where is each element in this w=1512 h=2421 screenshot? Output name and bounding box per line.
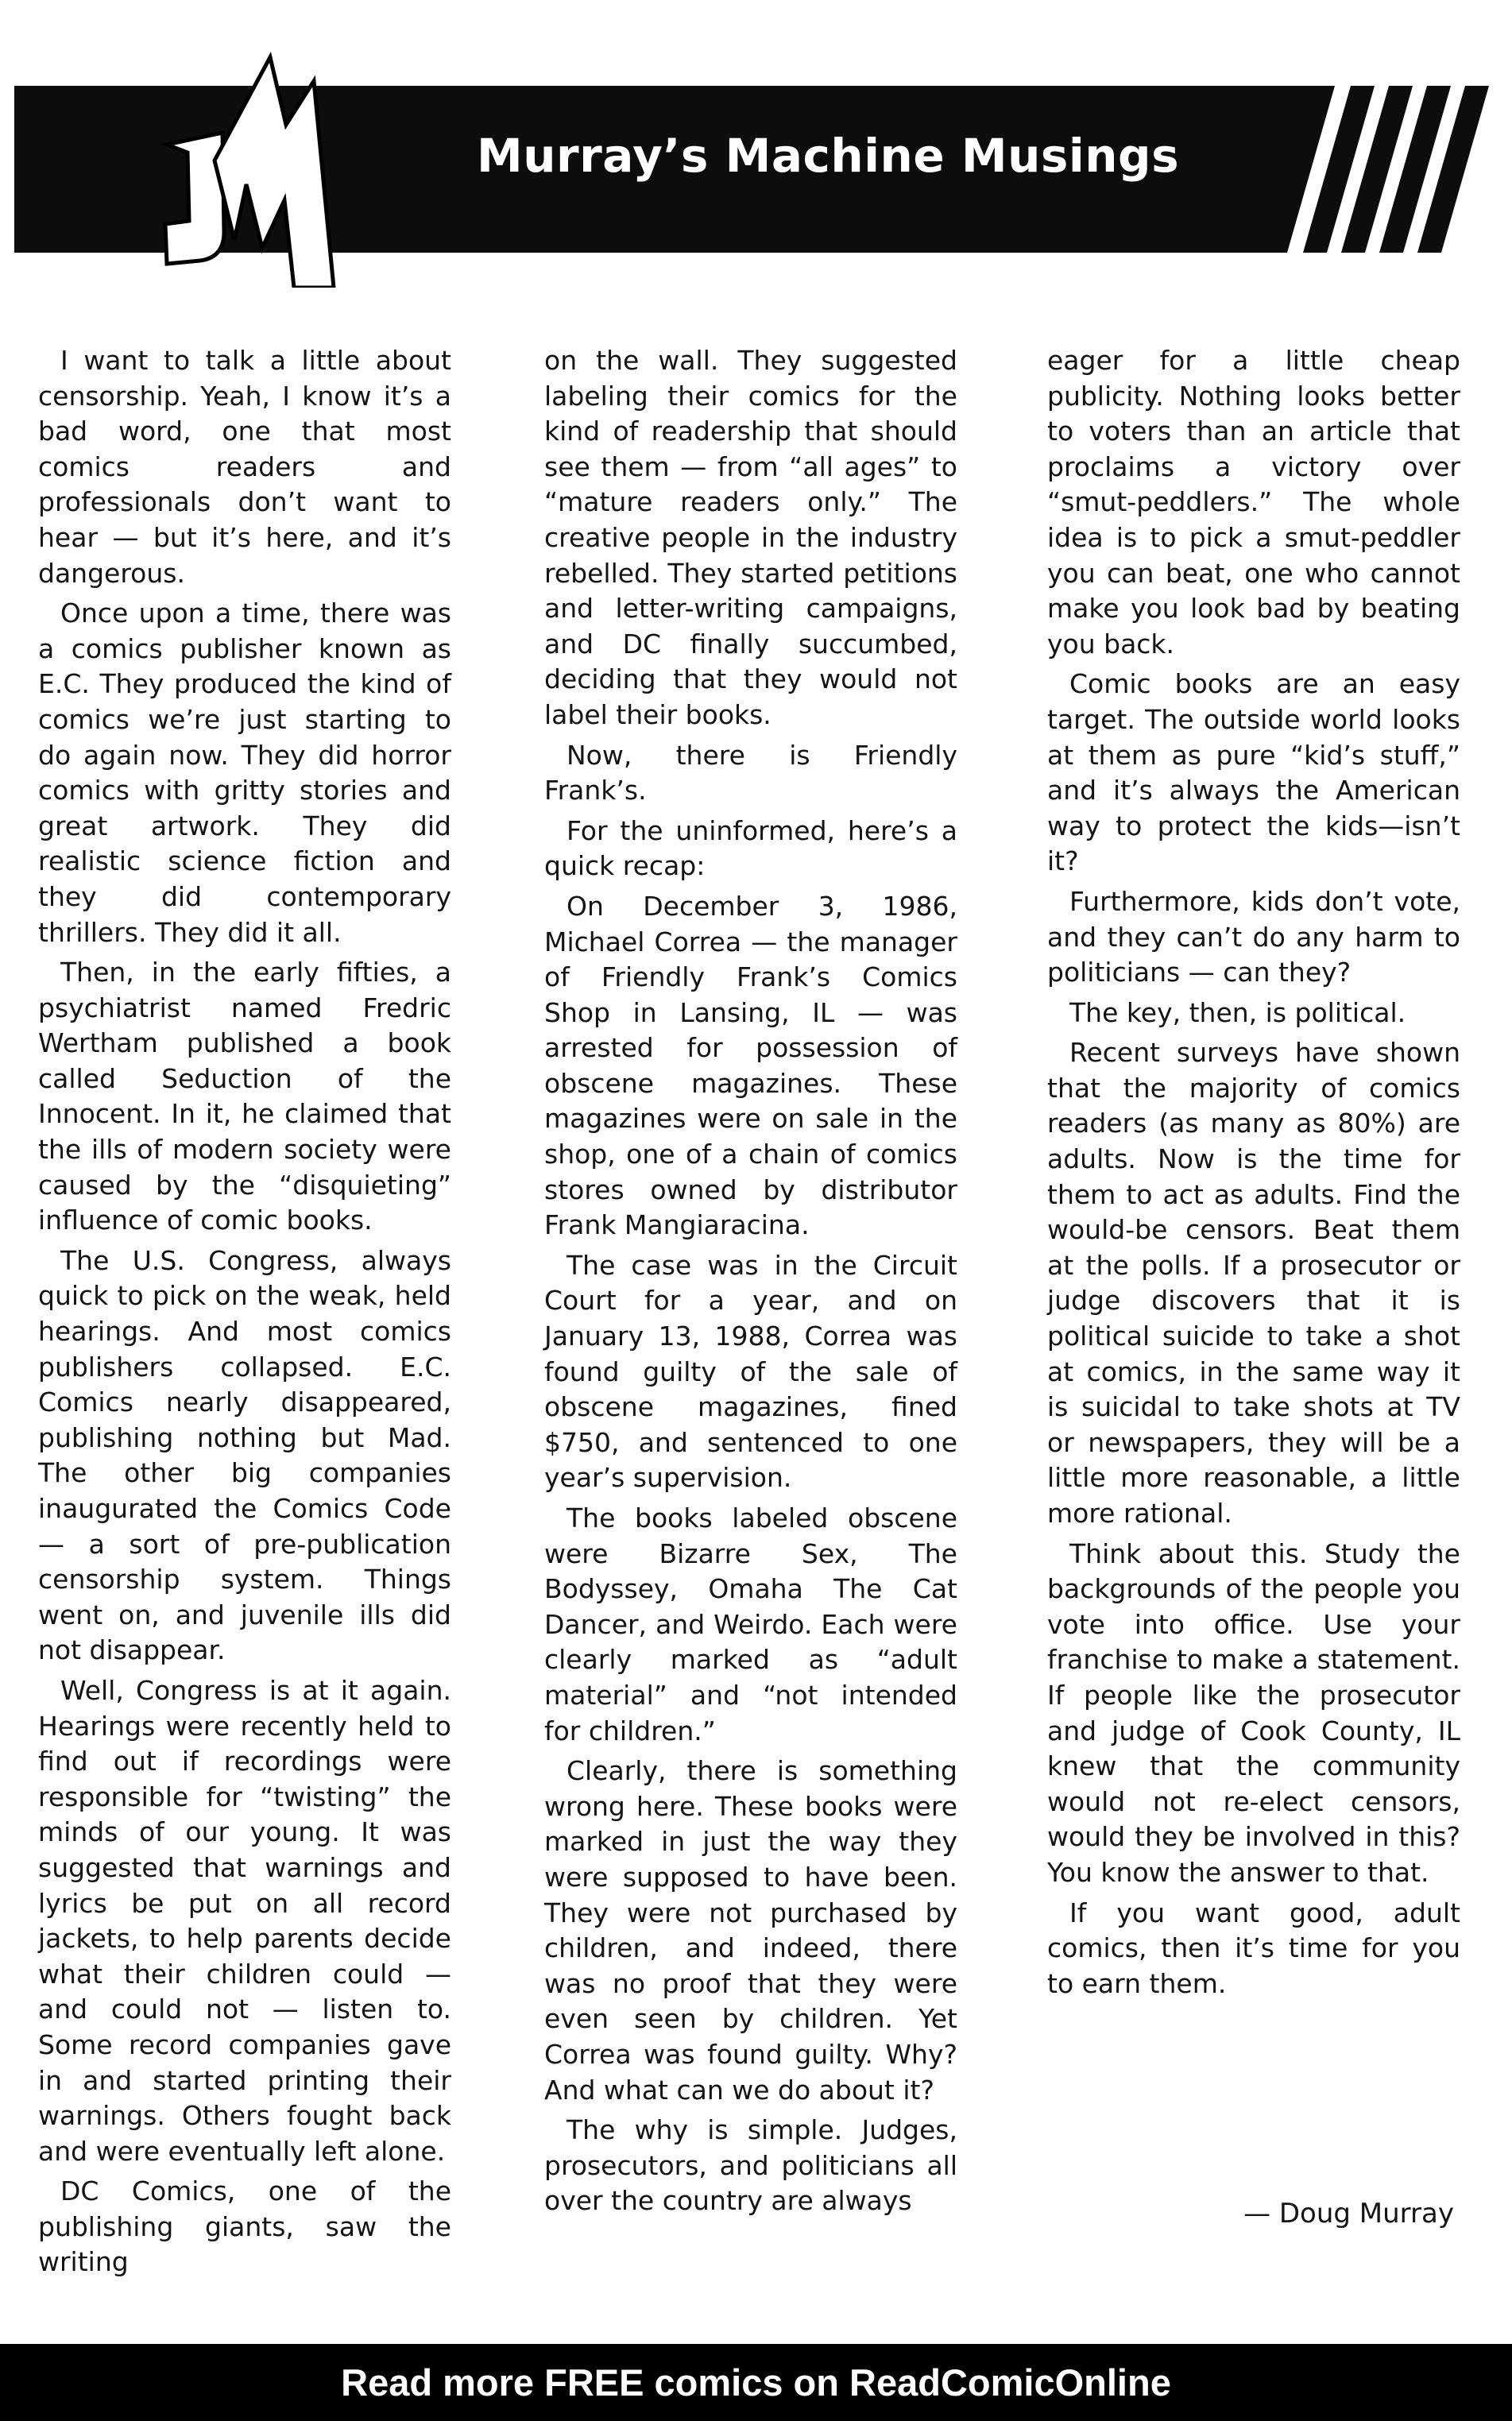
paragraph: The key, then, is political. [1069, 996, 1406, 1028]
paragraph: The U.S. Congress, always quick to pick on the weak, held hearings. And most comics publishers collapsed. E.C. Comics nearly disappeared, publishing nothing but Mad. The other big companies inaugurated the Comics Code — a sort of pre-publication censorship system. Things went on, and juvenile ills did not disappear. [38, 1244, 451, 1666]
paragraph: Clearly, there is something wrong here. These books were marked in just the way they were supposed to have been. They were not purchased by children, and indeed, there was no proof that they were even seen by children. Yet Correa was found guilty. Why? And what can we do about it? [544, 1755, 957, 2106]
author-signature: — Doug Murray [1243, 2198, 1454, 2230]
footer-banner [0, 2344, 1512, 2421]
paragraph: If you want good, adult comics, then it’s time for you to earn them. [1047, 1897, 1460, 1999]
paragraph: The why is simple. Judges, prosecutors, and politicians all over the country are always [544, 2114, 957, 2217]
read-more-link[interactable]: Read more FREE comics on ReadComicOnline [341, 2361, 1171, 2404]
header-stripes-decoration [1271, 86, 1494, 253]
paragraph: Then, in the early fifties, a psychiatrist named Fredric Wertham published a book called Seduction of the Innocent. In it, he claimed that the ills of modern society were caused by the “disquieting” influence of comic books. [38, 957, 451, 1236]
paragraph: Now, there is Friendly Frank’s. [544, 739, 957, 806]
paragraph: The books labeled obscene were Bizarre Sex, The Bodyssey, Omaha The Cat Dancer, and Weirdo. Each were clearly marked as “adult material” and “not intended for children.” [544, 1502, 957, 1746]
paragraph: Well, Congress is at it again. Hearings were recently held to find out if recordings were responsible for “twisting” the minds of our young. It was suggested that warnings and lyrics be put on all record jackets, to help parents decide what their children could — and could not — listen to. Some record companies gave in and started printing their warnings. Others fought back and were eventually left alone. [38, 1674, 451, 2167]
paragraph: eager for a little cheap publicity. Nothing looks better to voters than an article that proclaims a victory over “smut-peddlers.” The whole idea is to pick a smut-peddler you can beat, one who cannot make you look bad by beating you back. [1047, 345, 1460, 659]
paragraph: For the uninformed, here’s a quick recap: [544, 814, 957, 882]
paragraph: Recent surveys have shown that the majority of comics readers (as many as 80%) are adults. Now is the time for them to act as adults. Find the would-be censors. Beat them at the polls. If a prosecutor or judge discovers that it is political suicide to take a shot at comics, in the same way it is suicidal to take shots at TV or newspapers, they will be a little more reasonable, a little more rational. [1047, 1037, 1460, 1529]
paragraph: Furthermore, kids don’t vote, and they can’t do any harm to politicians — can they? [1047, 885, 1460, 988]
paragraph: On December 3, 1986, Michael Correa — the manager of Friendly Frank’s Comics Shop in Lansing, IL — was arrested for possession of obscene magazines. These magazines were on sale in the shop, one of a chain of comics stores owned by distributor Frank Mangiaracina. [544, 890, 957, 1241]
article-column-2 [544, 343, 957, 2224]
paragraph: The case was in the Circuit Court for a year, and on January 13, 1988, Correa was found guilty of the sale of obscene magazines, fined $750, and sentenced to one year’s supervision. [544, 1249, 957, 1494]
jm-logo [151, 49, 358, 288]
paragraph: Once upon a time, there was a comics publisher known as E.C. They produced the kind of comics we’re just starting to do again now. They did horror comics with gritty stories and great artwork. They did realistic science fiction and they did contemporary thrillers. They did it all. [38, 598, 451, 948]
article-column-1 [38, 343, 451, 2285]
article-column-3 [1047, 343, 1460, 2006]
column-title: Murray’s Machine Musings [477, 129, 1180, 183]
paragraph: I want to talk a little about censorship. Yeah, I know it’s a bad word, one that most comics readers and professionals don’t want to hear — but it’s here, and it’s dangerous. [38, 345, 451, 589]
paragraph: DC Comics, one of the publishing giants, saw the writing [38, 2175, 451, 2278]
paragraph: on the wall. They suggested labeling their comics for the kind of readership that should see them — from “all ages” to “mature readers only.” The creative people in the industry rebelled. They started petitions and letter-writing campaigns, and DC finally succumbed, deciding that they would not label their books. [544, 345, 957, 730]
paragraph: Think about this. Study the backgrounds of the people you vote into office. Use your franchise to make a statement. If people like the prosecutor and judge of Cook County, IL knew that the community would not re-elect censors, would they be involved in this? You know the answer to that. [1047, 1537, 1460, 1888]
paragraph: Comic books are an easy target. The outside world looks at them as pure “kid’s stuff,” and it’s always the American way to protect the kids—isn’t it? [1047, 668, 1460, 877]
